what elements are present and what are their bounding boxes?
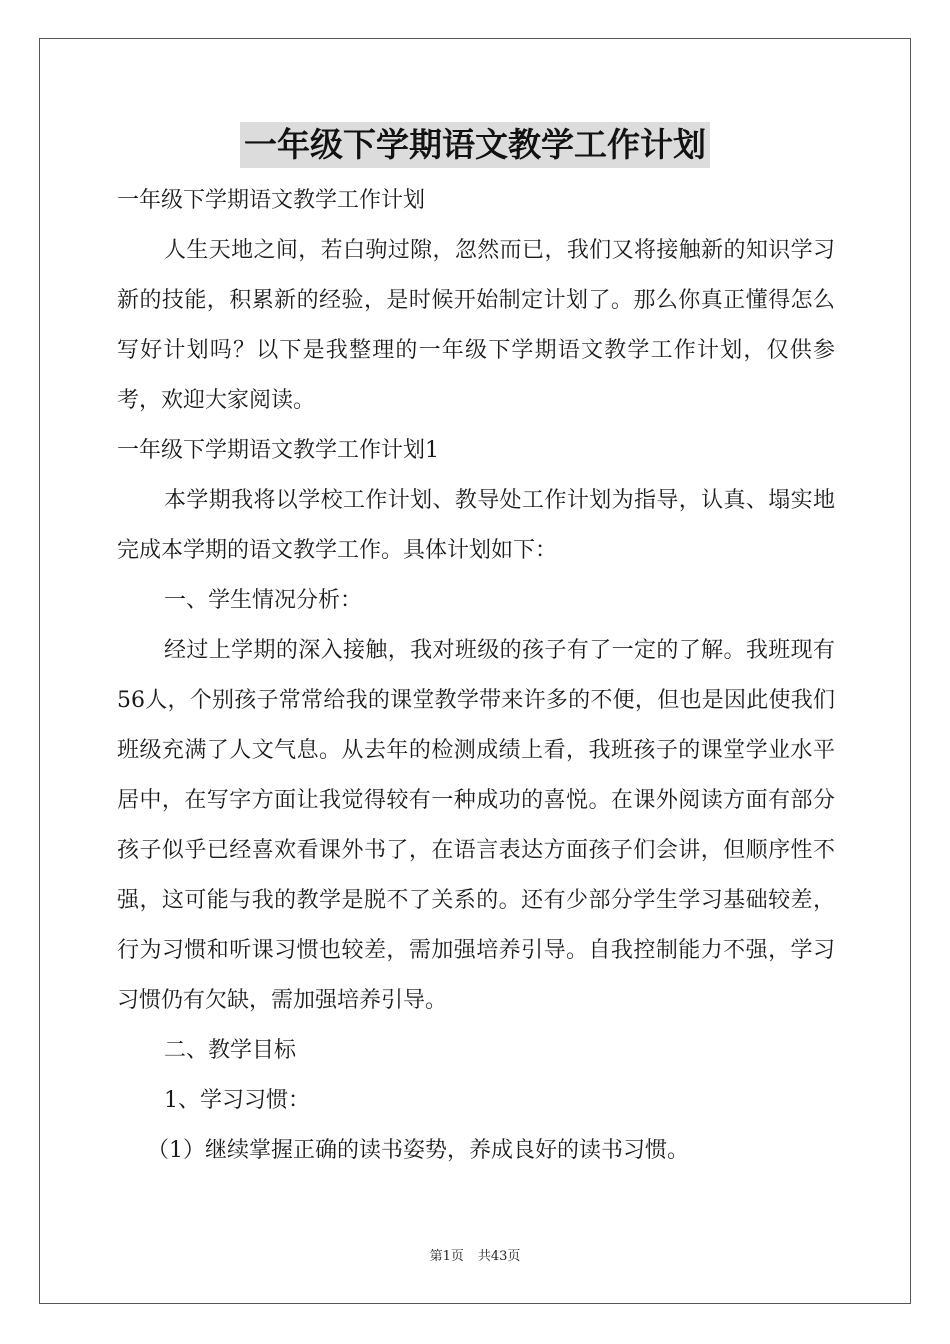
subheading-study-habits: 1、学习习惯： — [164, 1088, 310, 1113]
subtitle-paragraph: 一年级下学期语文教学工作计划 — [117, 188, 426, 213]
body-paragraph: 经过上学期的深入接触，我对班级的孩子有了一定的了解。我班现有56人，个别孩子常常给我的课堂教学带来许多的不便，但也是因此使我们班级充满了人文气息。从去年的检测成绩上看，我班孩子的课堂学业水平居中，在写字方面让我觉得较有一种成功的喜悦。在课外阅读方面有部分孩子似乎已经喜欢看课外书了，在语言表达方面孩子们会讲，但顺序性不强，这可能与我的教学是脱不了关系的。还有少部分学生学习基础较差，行为习惯和听课习惯也较差，需加强培养引导。自我控制能力不强，学习习惯仍有欠缺，需加强培养引导。 — [117, 638, 835, 1013]
subheading-student-analysis: 一、学生情况分析： — [164, 588, 363, 613]
body-paragraph: 本学期我将以学校工作计划、教导处工作计划为指导，认真、塌实地完成本学期的语文教学工作。具体计划如下： — [117, 488, 835, 563]
subheading-teaching-goals: 二、教学目标 — [164, 1038, 297, 1063]
document-body — [117, 176, 835, 1176]
title-container — [0, 122, 950, 168]
list-item: （1）继续掌握正确的读书姿势，养成良好的读书习惯。 — [147, 1138, 689, 1163]
page-number: 第1页 — [429, 1249, 464, 1264]
document-title: 一年级下学期语文教学工作计划 — [240, 122, 710, 168]
section-heading: 一年级下学期语文教学工作计划1 — [117, 438, 439, 463]
page-total: 共43页 — [477, 1249, 521, 1264]
page-footer — [0, 1245, 950, 1264]
intro-paragraph: 人生天地之间，若白驹过隙，忽然而已，我们又将接触新的知识学习新的技能，积累新的经验，是时候开始制定计划了。那么你真正懂得怎么写好计划吗？以下是我整理的一年级下学期语文教学工作计划，仅供参考，欢迎大家阅读。 — [117, 238, 835, 413]
